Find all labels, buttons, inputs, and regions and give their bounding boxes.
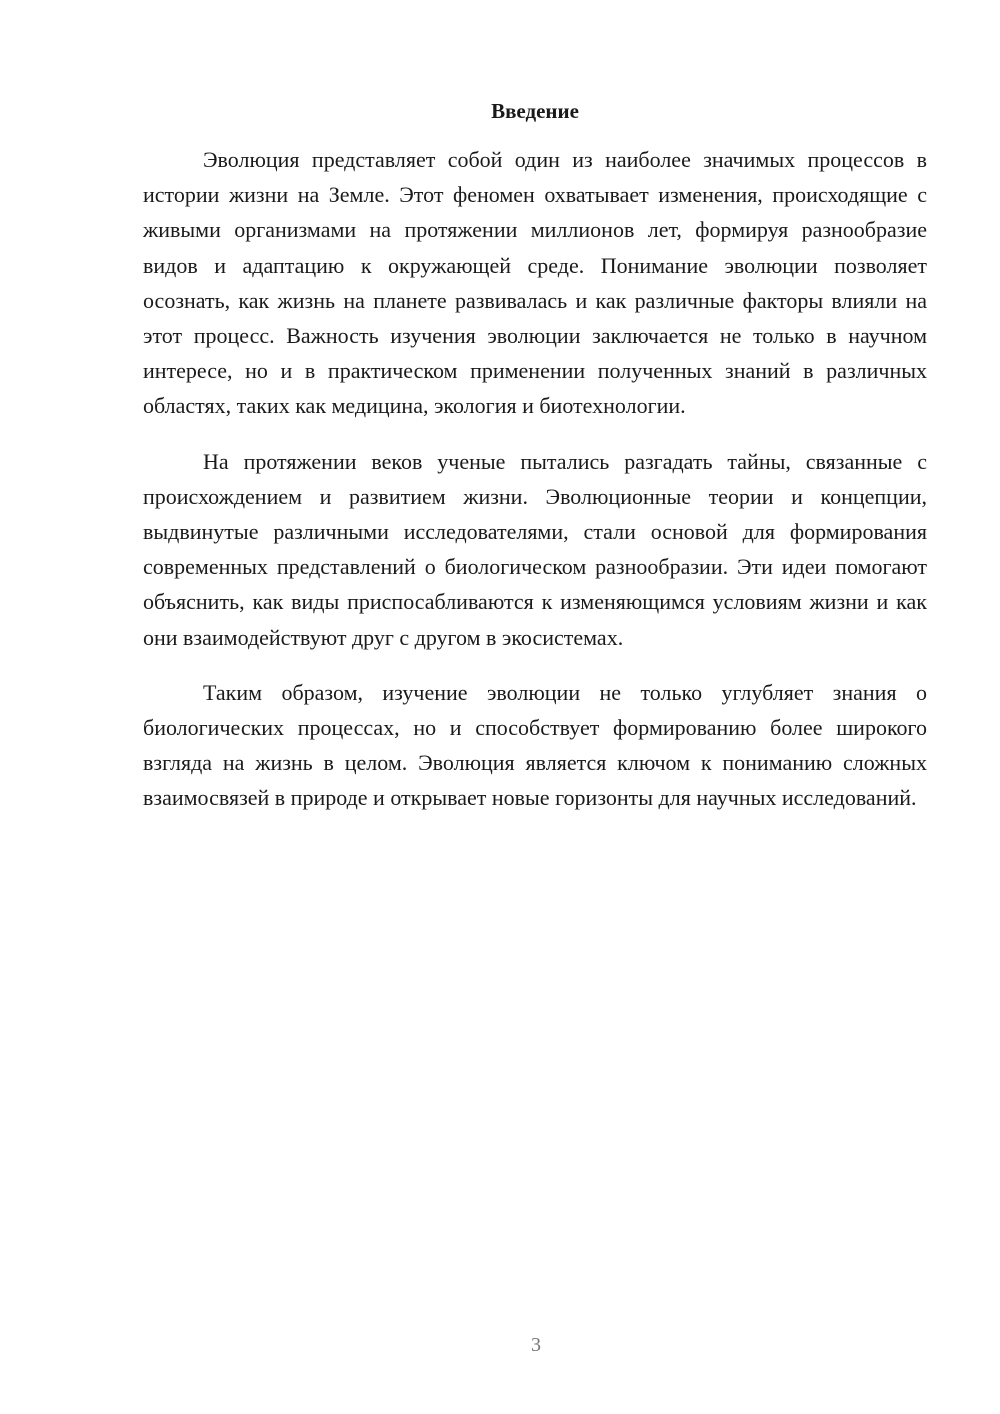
- paragraph: Эволюция представляет собой один из наиболее значимых процессов в истории жизни на Земле. Этот феномен охватывает изменения, происходящие с живыми организмами на протяжении миллионов лет, формируя разнообразие видов и адаптацию к окружающей среде. Понимание эволюции позволяет осознать, как жизнь на планете развивалась и как различные факторы влияли на этот процесс. Важность изучения эволюции заключается не только в научном интересе, но и в практическом применении полученных знаний в различных областях, таких как медицина, экология и биотехнологии.: [143, 147, 927, 419]
- paragraph: Таким образом, изучение эволюции не только углубляет знания о биологических процессах, но и способствует формированию более широкого взгляда на жизнь в целом. Эволюция является ключом к пониманию сложных взаимосвязей в природе и открывает новые горизонты для научных исследований.: [143, 679, 927, 811]
- paragraph: На протяжении веков ученые пытались разгадать тайны, связанные с происхождением и развитием жизни. Эволюционные теории и концепции, выдвинутые различными исследователями, стали основой для формирования современных представлений о биологическом разнообразии. Эти идеи помогают объяснить, как виды приспосабливаются к изменяющимся условиям жизни и как они взаимодействуют друг с другом в экосистемах.: [143, 448, 927, 650]
- page-number: 3: [531, 1334, 541, 1356]
- section-heading: Введение: [491, 99, 579, 123]
- page-content: [143, 96, 927, 836]
